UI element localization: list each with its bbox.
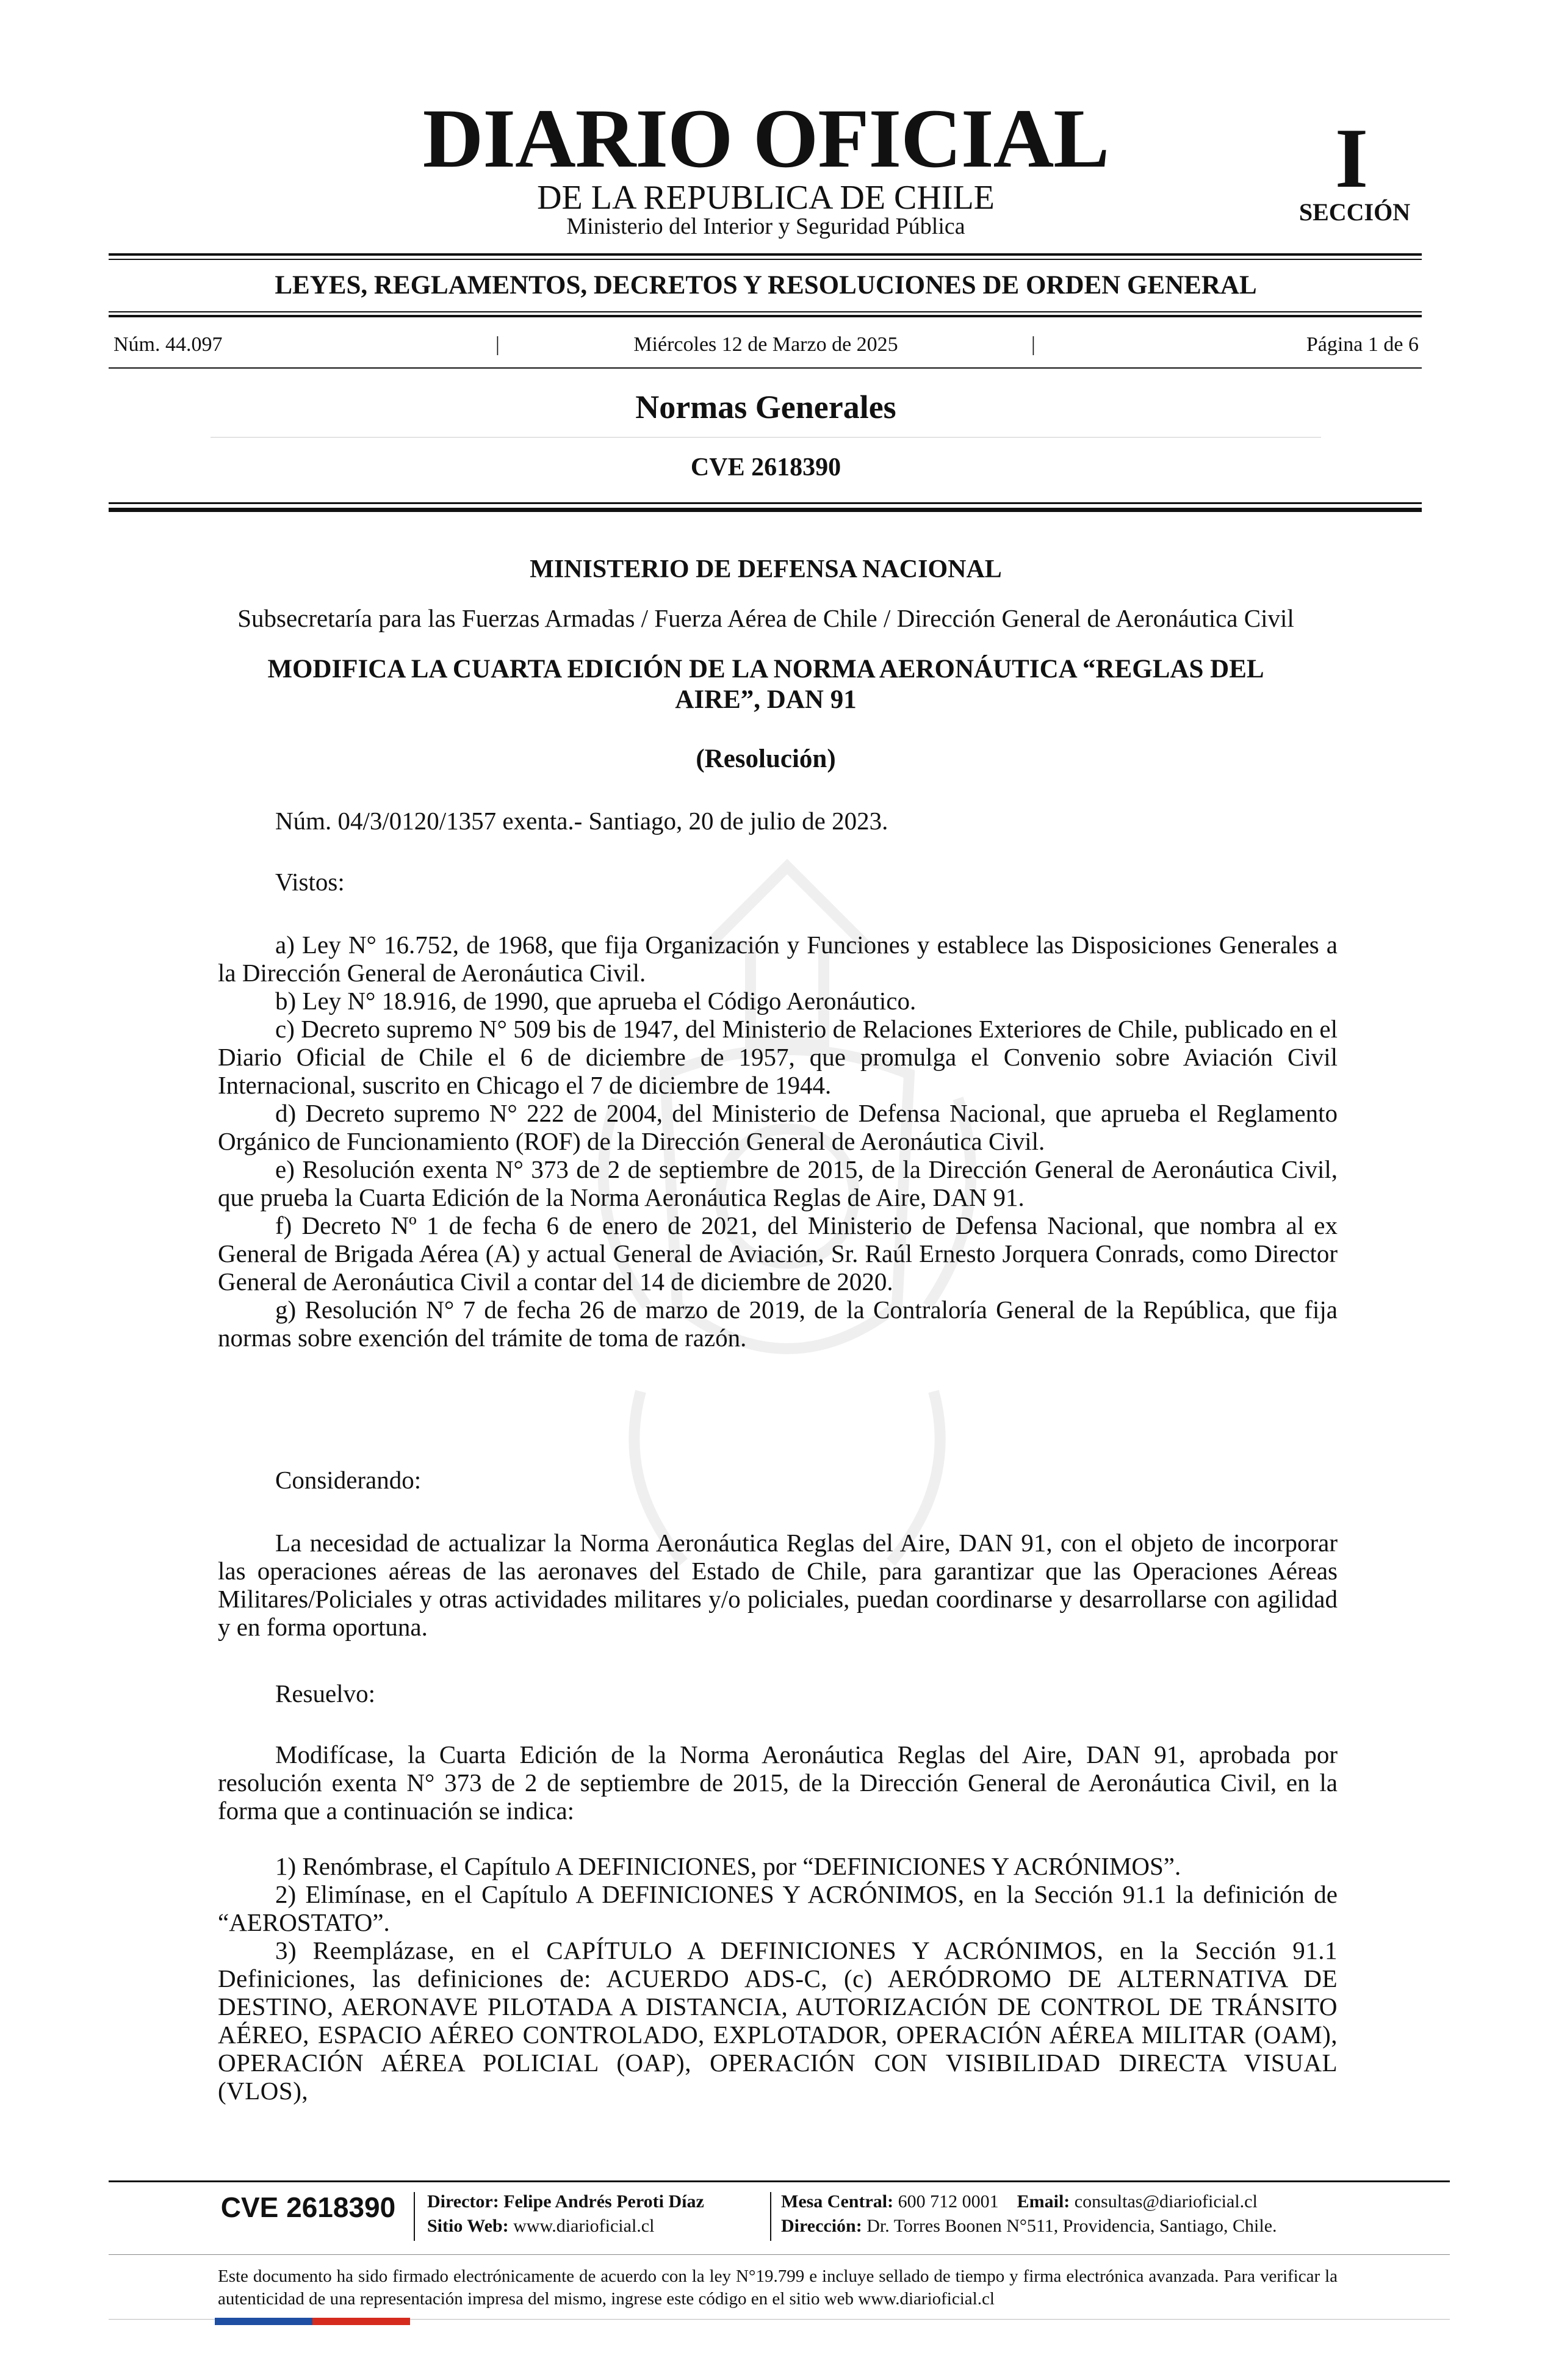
masthead-title: DIARIO OFICIAL bbox=[422, 92, 1109, 185]
header-cve: CVE 2618390 bbox=[690, 453, 841, 481]
section-title-underline bbox=[211, 437, 1321, 438]
header-rule-2 bbox=[109, 508, 1422, 512]
footer-legal-notice: Este documento ha sido firmado electrónicamente de acuerdo con la ley N°19.799 e incluye sellado de tiempo y firma electrónica avanzada. Para verificar la autenticidad de una representación impresa del mismo, ingrese este código en el sitio web www.diarioficial.cl bbox=[218, 2266, 1338, 2309]
email-value[interactable]: consultas@diarioficial.cl bbox=[1074, 2191, 1258, 2212]
issue-separator-2: | bbox=[1031, 333, 1036, 356]
visto-a: a) Ley N° 16.752, de 1968, que fija Organización y Funciones y establece las Disposiciones Generales a la Dirección General de Aeronáutica Civil. bbox=[218, 931, 1338, 987]
address-value: Dr. Torres Boonen N°511, Providencia, Santiago, Chile. bbox=[866, 2216, 1277, 2236]
address-label: Dirección: bbox=[781, 2216, 862, 2236]
footer-director-block bbox=[427, 2190, 704, 2238]
vistos-list bbox=[218, 931, 1338, 1352]
section-label: SECCIÓN bbox=[1298, 198, 1411, 226]
vistos-heading: Vistos: bbox=[275, 868, 345, 896]
masthead-rule-top-thin bbox=[109, 259, 1422, 260]
resuelvo-item-1: 1) Renómbrase, el Capítulo A DEFINICIONES, por “DEFINICIONES Y ACRÓNIMOS”. bbox=[275, 1852, 1181, 1880]
resolution-number: Núm. 04/3/0120/1357 exenta.- Santiago, 20 de julio de 2023. bbox=[275, 807, 888, 835]
footer-divider-2 bbox=[770, 2192, 771, 2241]
category-rule bbox=[109, 315, 1422, 317]
section-number: I bbox=[1334, 111, 1369, 206]
flag-stripe-blue bbox=[215, 2318, 312, 2325]
flag-stripe-red bbox=[312, 2318, 410, 2325]
mesa-label: Mesa Central: bbox=[781, 2191, 894, 2212]
resuelvo-items bbox=[218, 1852, 1338, 2105]
masthead-ministry: Ministerio del Interior y Seguridad Pública bbox=[566, 214, 965, 239]
document-type: (Resolución) bbox=[696, 745, 836, 773]
considerando-text bbox=[218, 1529, 1338, 1641]
issue-date: Miércoles 12 de Marzo de 2025 bbox=[633, 333, 898, 356]
footer-divider-1 bbox=[414, 2192, 415, 2241]
visto-b: b) Ley N° 18.916, de 1990, que aprueba el Código Aeronáutico. bbox=[275, 987, 917, 1015]
footer-rule-mid bbox=[109, 2254, 1450, 2255]
mesa-value: 600 712 0001 bbox=[898, 2191, 999, 2212]
footer-rule-top bbox=[109, 2180, 1450, 2182]
masthead-rule-top bbox=[109, 253, 1422, 256]
director-label: Director: bbox=[427, 2191, 499, 2212]
header-rule-1 bbox=[109, 502, 1422, 504]
footer-contact-block bbox=[781, 2190, 1277, 2238]
resuelvo-item-3: 3) Reemplázase, en el CAPÍTULO A DEFINICIONES Y ACRÓNIMOS, en la Sección 91.1 Definiciones, las definiciones de: ACUERDO ADS-C, (c) AERÓDROMO DE ALTERNATIVA DE DESTINO, AERONAVE PILOTADA A DISTANCIA, AUTORIZACIÓN DE CONTROL DE TRÁNSITO AÉREO, ESPACIO AÉREO CONTROLADO, EXPLOTADOR, OPERACIÓN AÉREA MILITAR (OAM), OPERACIÓN AÉREA POLICIAL (OAP), OPERACIÓN CON VISIBILIDAD DIRECTA VISUAL (VLOS), bbox=[218, 1936, 1338, 2105]
visto-f: f) Decreto Nº 1 de fecha 6 de enero de 2021, del Ministerio de Defensa Nacional, que nombra al ex General de Brigada Aérea (A) y actual General de Aviación, Sr. Raúl Ernesto Jorquera Conrads, como Director General de Aeronáutica Civil a contar del 14 de diciembre de 2020. bbox=[218, 1211, 1338, 1296]
issue-number: Núm. 44.097 bbox=[113, 333, 223, 356]
visto-e: e) Resolución exenta N° 373 de 2 de septiembre de 2015, de la Dirección General de Aeronáutica Civil, que prueba la Cuarta Edición de la Norma Aeronáutica Reglas de Aire, DAN 91. bbox=[218, 1155, 1338, 1211]
category-banner: LEYES, REGLAMENTOS, DECRETOS Y RESOLUCIONES DE ORDEN GENERAL bbox=[275, 271, 1257, 300]
document-title-line-2: AIRE”, DAN 91 bbox=[675, 685, 857, 714]
document-title-line-1: MODIFICA LA CUARTA EDICIÓN DE LA NORMA AERONÁUTICA “REGLAS DEL bbox=[267, 655, 1264, 683]
visto-d: d) Decreto supremo N° 222 de 2004, del Ministerio de Defensa Nacional, que aprueba el Reglamento Orgánico de Funcionamiento (ROF) de la Dirección General de Aeronáutica Civil. bbox=[218, 1099, 1338, 1155]
resuelvo-item-2: 2) Elimínase, en el Capítulo A DEFINICIONES Y ACRÓNIMOS, en la Sección 91.1 la definición de “AEROSTATO”. bbox=[218, 1880, 1338, 1936]
web-value[interactable]: www.diarioficial.cl bbox=[513, 2216, 655, 2236]
resuelvo-heading: Resuelvo: bbox=[275, 1679, 375, 1707]
resuelvo-paragraph: Modifícase, la Cuarta Edición de la Norma Aeronáutica Reglas del Aire, DAN 91, aprobada por resolución exenta N° 373 de 2 de septiembre de 2015, de la Dirección General de Aeronáutica Civil, en la forma que a continuación se indica: bbox=[218, 1740, 1338, 1825]
considerando-heading: Considerando: bbox=[275, 1466, 422, 1494]
footer-cve: CVE 2618390 bbox=[220, 2191, 396, 2223]
category-rule-thin bbox=[109, 311, 1422, 312]
document-ministry: MINISTERIO DE DEFENSA NACIONAL bbox=[530, 555, 1002, 583]
document-title bbox=[110, 654, 1422, 715]
director-name: Felipe Andrés Peroti Díaz bbox=[503, 2191, 704, 2212]
document-subsecretaria: Subsecretaría para las Fuerzas Armadas / Fuerza Aérea de Chile / Dirección General de Aeronáutica Civil bbox=[237, 604, 1294, 632]
web-label: Sitio Web: bbox=[427, 2216, 509, 2236]
considerando-paragraph: La necesidad de actualizar la Norma Aeronáutica Reglas del Aire, DAN 91, con el objeto de incorporar las operaciones aéreas de las aeronaves del Estado de Chile, para garantizar que las Operaciones Aéreas Militares/Policiales y otras actividades militares y/o policiales, puedan coordinarse y desarrollarse con agilidad y en forma oportuna. bbox=[218, 1529, 1338, 1641]
visto-g: g) Resolución N° 7 de fecha 26 de marzo de 2019, de la Contraloría General de la República, que fija normas sobre exención del trámite de toma de razón. bbox=[218, 1296, 1338, 1352]
issue-rule bbox=[109, 367, 1422, 369]
email-label: Email: bbox=[1017, 2191, 1070, 2212]
issue-page: Página 1 de 6 bbox=[1306, 333, 1419, 356]
masthead-subtitle: DE LA REPUBLICA DE CHILE bbox=[537, 179, 995, 217]
visto-c: c) Decreto supremo N° 509 bis de 1947, del Ministerio de Relaciones Exteriores de Chile, publicado en el Diario Oficial de Chile el 6 de diciembre de 1957, que promulga el Convenio sobre Aviación Civil Internacional, suscrito en Chicago el 7 de diciembre de 1944. bbox=[218, 1015, 1338, 1099]
issue-separator-1: | bbox=[495, 333, 500, 356]
resuelvo-intro bbox=[218, 1740, 1338, 1825]
section-title: Normas Generales bbox=[635, 389, 896, 425]
